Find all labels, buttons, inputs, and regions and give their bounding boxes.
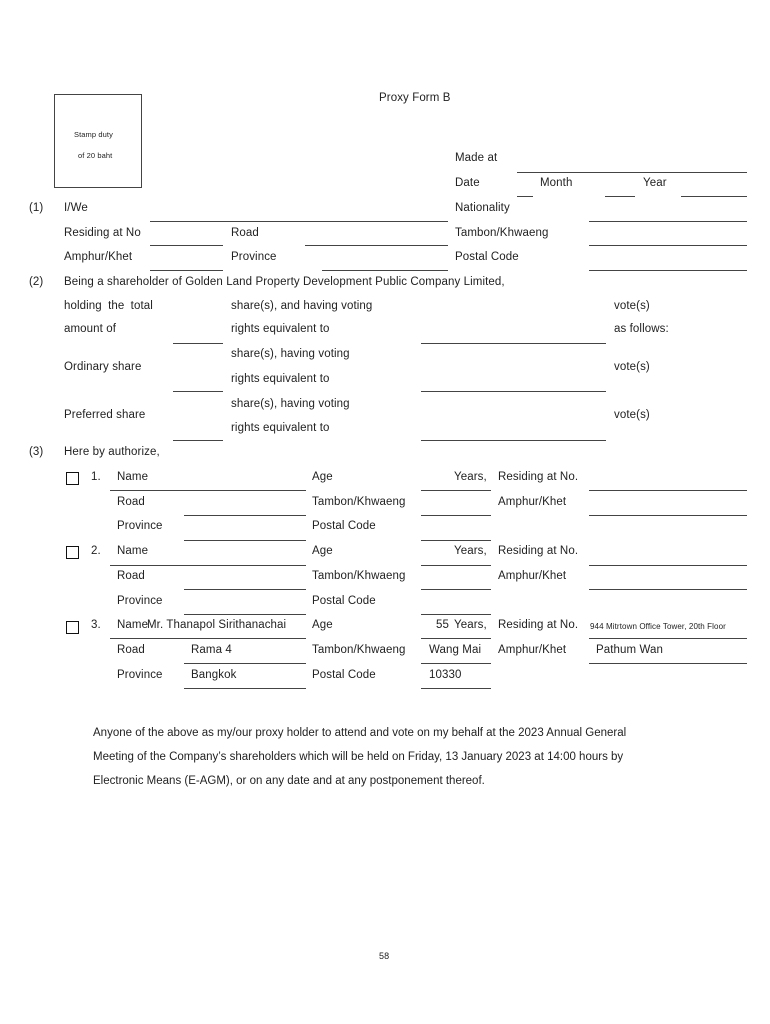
- proxy-1-postal-label: Postal Code: [312, 520, 376, 532]
- proxy-2-number: 2.: [91, 545, 101, 557]
- section-3-number: (3): [29, 446, 44, 458]
- proxy-3-age-value: 55: [436, 619, 449, 631]
- ordinary-shares-voting-label: share(s), having voting: [231, 348, 350, 360]
- province-field[interactable]: [322, 270, 448, 271]
- proxy-2-province-label: Province: [117, 595, 163, 607]
- proxy-3-postal-field[interactable]: [421, 688, 491, 689]
- proxy-3-amphur-value: Pathum Wan: [596, 644, 664, 656]
- proxy-1-residing-label: Residing at No.: [498, 471, 579, 483]
- proxy-3-amphur-label: Amphur/Khet: [498, 644, 567, 656]
- month-label: Month: [540, 177, 573, 189]
- proxy-3-name-value: Mr. Thanapol Sirithanachai: [147, 619, 287, 631]
- road-field[interactable]: [305, 245, 448, 246]
- proxy-1-age-field[interactable]: [421, 490, 491, 491]
- proxy-3-province-label: Province: [117, 669, 163, 681]
- preferred-rights-label: rights equivalent to: [231, 422, 330, 434]
- proxy-1-tambon-label: Tambon/Khwaeng: [312, 496, 406, 508]
- holding-total-label: holding the total: [64, 300, 153, 312]
- proxy-3-road-label: Road: [117, 644, 145, 656]
- authorize-intro: Here by authorize,: [64, 446, 160, 458]
- proxy-3-address-value: 944 Mitrtown Office Tower, 20th Floor: [590, 622, 726, 631]
- proxy-3-name-field[interactable]: [110, 638, 306, 639]
- proxy-2-amphur-label: Amphur/Khet: [498, 570, 567, 582]
- total-votes-field[interactable]: [421, 343, 606, 344]
- preferred-share-label: Preferred share: [64, 409, 146, 421]
- proxy-2-checkbox[interactable]: [66, 546, 79, 559]
- total-shares-voting-label: share(s), and having voting: [231, 300, 373, 312]
- made-at-field[interactable]: [517, 172, 747, 173]
- stamp-duty-box: [54, 94, 142, 188]
- proxy-1-age-label: Age: [312, 471, 333, 483]
- proxy-3-road-field[interactable]: [184, 663, 306, 664]
- preferred-votes-label: vote(s): [614, 409, 650, 421]
- proxy-3-tambon-value: Wang Mai: [429, 644, 482, 656]
- page-title: Proxy Form B: [379, 92, 451, 104]
- proxy-1-tambon-field[interactable]: [421, 515, 491, 516]
- proxy-2-postal-label: Postal Code: [312, 595, 376, 607]
- amphur-field[interactable]: [150, 270, 223, 271]
- proxy-2-tambon-field[interactable]: [421, 589, 491, 590]
- proxy-2-tambon-label: Tambon/Khwaeng: [312, 570, 406, 582]
- as-follows-label: as follows:: [614, 323, 669, 335]
- i-we-label: I/We: [64, 202, 88, 214]
- preferred-shares-field[interactable]: [173, 440, 223, 441]
- proxy-3-amphur-field[interactable]: [589, 663, 747, 664]
- proxy-2-age-field[interactable]: [421, 565, 491, 566]
- proxy-1-road-field[interactable]: [184, 515, 306, 516]
- nationality-label: Nationality: [455, 202, 510, 214]
- province-label: Province: [231, 251, 277, 263]
- proxy-3-postal-label: Postal Code: [312, 669, 376, 681]
- closing-line-1: Anyone of the above as my/our proxy holder to attend and vote on my behalf at the 2023 Annual General: [93, 727, 627, 739]
- proxy-1-province-label: Province: [117, 520, 163, 532]
- proxy-2-road-field[interactable]: [184, 589, 306, 590]
- proxy-3-address-field[interactable]: [589, 638, 747, 639]
- shareholder-intro: Being a shareholder of Golden Land Property Development Public Company Limited,: [64, 276, 505, 288]
- proxy-2-amphur-field[interactable]: [589, 589, 747, 590]
- ordinary-rights-label: rights equivalent to: [231, 373, 330, 385]
- year-label: Year: [643, 177, 667, 189]
- total-shares-field[interactable]: [173, 343, 223, 344]
- page-number: 58: [379, 951, 390, 961]
- proxy-3-checkbox[interactable]: [66, 621, 79, 634]
- postal-code-field[interactable]: [589, 270, 747, 271]
- proxy-3-residing-label: Residing at No.: [498, 619, 579, 631]
- proxy-3-age-label: Age: [312, 619, 333, 631]
- total-rights-label: rights equivalent to: [231, 323, 330, 335]
- date-day-field[interactable]: [517, 196, 533, 197]
- proxy-3-province-field[interactable]: [184, 688, 306, 689]
- nationality-field[interactable]: [589, 221, 747, 222]
- proxy-1-postal-field[interactable]: [421, 540, 491, 541]
- proxy-1-name-label: Name: [117, 471, 149, 483]
- date-month-field[interactable]: [605, 196, 635, 197]
- proxy-1-address-field[interactable]: [589, 490, 747, 491]
- closing-line-2: Meeting of the Company’s shareholders which will be held on Friday, 13 January 2023 at 14:00 hours by: [93, 751, 624, 763]
- proxy-3-name-label: Name: [117, 619, 149, 631]
- proxy-2-years-label: Years,: [454, 545, 487, 557]
- stamp-line-1: Stamp duty: [74, 130, 113, 139]
- total-votes-label: vote(s): [614, 300, 650, 312]
- preferred-votes-field[interactable]: [421, 440, 606, 441]
- proxy-3-years-label: Years,: [454, 619, 487, 631]
- proxy-3-number: 3.: [91, 619, 101, 631]
- proxy-2-name-label: Name: [117, 545, 149, 557]
- section-1-number: (1): [29, 202, 44, 214]
- proxy-2-province-field[interactable]: [184, 614, 306, 615]
- proxy-1-years-label: Years,: [454, 471, 487, 483]
- tambon-field[interactable]: [589, 245, 747, 246]
- stamp-line-2: of 20 baht: [78, 151, 113, 160]
- preferred-shares-voting-label: share(s), having voting: [231, 398, 350, 410]
- amphur-label: Amphur/Khet: [64, 251, 133, 263]
- proxy-1-name-field[interactable]: [110, 490, 306, 491]
- made-at-label: Made at: [455, 152, 498, 164]
- date-year-field[interactable]: [681, 196, 747, 197]
- proxy-3-tambon-field[interactable]: [421, 663, 491, 664]
- proxy-2-postal-field[interactable]: [421, 614, 491, 615]
- road-label: Road: [231, 227, 259, 239]
- postal-code-label: Postal Code: [455, 251, 519, 263]
- closing-line-3: Electronic Means (E-AGM), or on any date and at any postponement thereof.: [93, 775, 485, 787]
- proxy-2-residing-label: Residing at No.: [498, 545, 579, 557]
- proxy-1-amphur-field[interactable]: [589, 515, 747, 516]
- proxy-1-amphur-label: Amphur/Khet: [498, 496, 567, 508]
- residing-at-no-field[interactable]: [150, 245, 223, 246]
- proxy-2-name-field[interactable]: [110, 565, 306, 566]
- proxy-3-tambon-label: Tambon/Khwaeng: [312, 644, 406, 656]
- i-we-field[interactable]: [150, 221, 448, 222]
- ordinary-shares-field[interactable]: [173, 391, 223, 392]
- ordinary-votes-field[interactable]: [421, 391, 606, 392]
- amount-of-label: amount of: [64, 323, 117, 335]
- date-label: Date: [455, 177, 480, 189]
- proxy-3-road-value: Rama 4: [191, 644, 232, 656]
- proxy-1-checkbox[interactable]: [66, 472, 79, 485]
- proxy-3-postal-value: 10330: [429, 669, 462, 681]
- residing-at-no-label: Residing at No: [64, 227, 141, 239]
- proxy-2-age-label: Age: [312, 545, 333, 557]
- proxy-2-address-field[interactable]: [589, 565, 747, 566]
- ordinary-votes-label: vote(s): [614, 361, 650, 373]
- proxy-1-province-field[interactable]: [184, 540, 306, 541]
- proxy-1-number: 1.: [91, 471, 101, 483]
- proxy-1-road-label: Road: [117, 496, 145, 508]
- ordinary-share-label: Ordinary share: [64, 361, 142, 373]
- proxy-3-age-field[interactable]: [421, 638, 491, 639]
- proxy-3-province-value: Bangkok: [191, 669, 237, 681]
- section-2-number: (2): [29, 276, 44, 288]
- proxy-2-road-label: Road: [117, 570, 145, 582]
- tambon-label: Tambon/Khwaeng: [455, 227, 549, 239]
